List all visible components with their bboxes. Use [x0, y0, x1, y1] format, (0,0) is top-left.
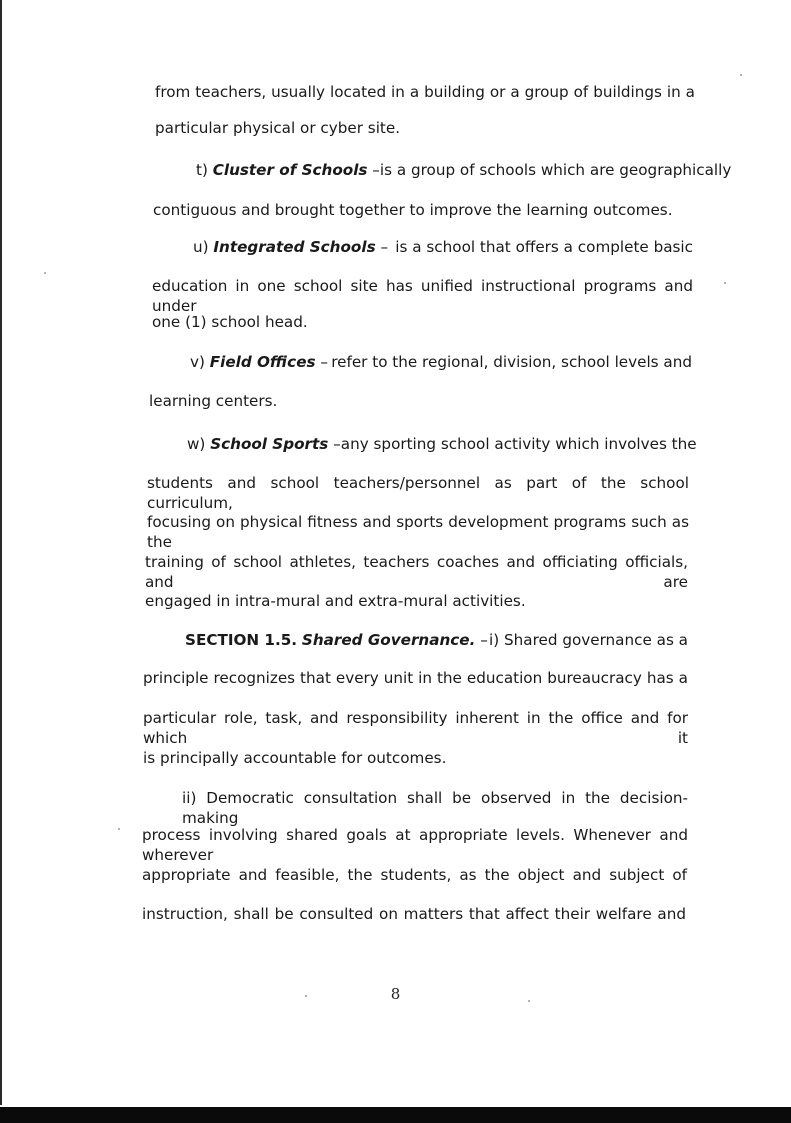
- term-dash: –: [333, 435, 341, 453]
- page-number: 8: [390, 985, 401, 1003]
- term-cluster-of-schools: Cluster of Schools: [212, 161, 368, 179]
- section-text: i) Shared governance as a: [489, 631, 688, 649]
- body-line: principle recognizes that every unit in the education bureaucracy has a: [143, 669, 688, 687]
- body-line: appropriate and feasible, the students, as the object and subject of: [142, 866, 687, 884]
- section-heading-line: [185, 630, 688, 650]
- body-line: from teachers, usually located in a building or a group of buildings in a: [155, 83, 695, 101]
- body-line: particular physical or cyber site.: [155, 119, 401, 137]
- scan-speck: [740, 74, 742, 76]
- body-line: engaged in intra-mural and extra-mural activities.: [145, 592, 526, 610]
- definition-item-v: [190, 352, 692, 372]
- section-number: SECTION 1.5.: [185, 631, 298, 649]
- definition-text: any sporting school activity which involves the: [340, 435, 697, 453]
- section-dash: –: [480, 631, 488, 649]
- scan-speck: [528, 1000, 530, 1002]
- term-dash: –: [372, 161, 380, 179]
- definition-text: is a group of schools which are geographically: [379, 161, 732, 179]
- body-line: students and school teachers/personnel as part of the school curriculum,: [147, 474, 689, 512]
- item-marker: u): [193, 238, 209, 256]
- term-integrated-schools: Integrated Schools: [213, 238, 376, 256]
- body-line: ii) Democratic consultation shall be observed in the decision-making: [182, 789, 688, 827]
- body-line: instruction, shall be consulted on matters that affect their welfare and: [142, 905, 686, 923]
- scan-speck: [44, 272, 46, 274]
- body-line: training of school athletes, teachers coaches and officiating officials, and are: [145, 553, 688, 591]
- term-dash: –: [380, 238, 389, 256]
- body-line: education in one school site has unified instructional programs and under: [152, 277, 693, 315]
- scan-bottom-border: [0, 1107, 791, 1123]
- definition-item-w: [187, 434, 697, 454]
- item-marker: w): [187, 435, 206, 453]
- scan-left-edge: [0, 0, 2, 1105]
- scan-speck: [305, 995, 307, 997]
- term-school-sports: School Sports: [210, 435, 329, 453]
- item-marker: t): [196, 161, 208, 179]
- section-title: Shared Governance.: [301, 631, 476, 649]
- body-line: process involving shared goals at appropriate levels. Whenever and wherever: [142, 826, 688, 864]
- body-line: particular role, task, and responsibility inherent in the office and for which it: [143, 709, 688, 747]
- scan-speck: [118, 828, 120, 830]
- item-marker: v): [190, 353, 205, 371]
- definition-item-u: [193, 237, 693, 257]
- definition-text: is a school that offers a complete basic: [395, 238, 693, 256]
- definition-text: refer to the regional, division, school levels and: [331, 353, 692, 371]
- definition-item-t: [196, 160, 732, 180]
- body-line: one (1) school head.: [152, 313, 308, 331]
- scan-speck: [724, 282, 726, 284]
- term-dash: –: [320, 353, 328, 371]
- body-line: contiguous and brought together to improve the learning outcomes.: [153, 201, 673, 219]
- body-line: is principally accountable for outcomes.: [143, 749, 447, 767]
- body-line: focusing on physical fitness and sports development programs such as the: [147, 513, 689, 551]
- term-field-offices: Field Offices: [209, 353, 316, 371]
- body-line: learning centers.: [149, 392, 278, 410]
